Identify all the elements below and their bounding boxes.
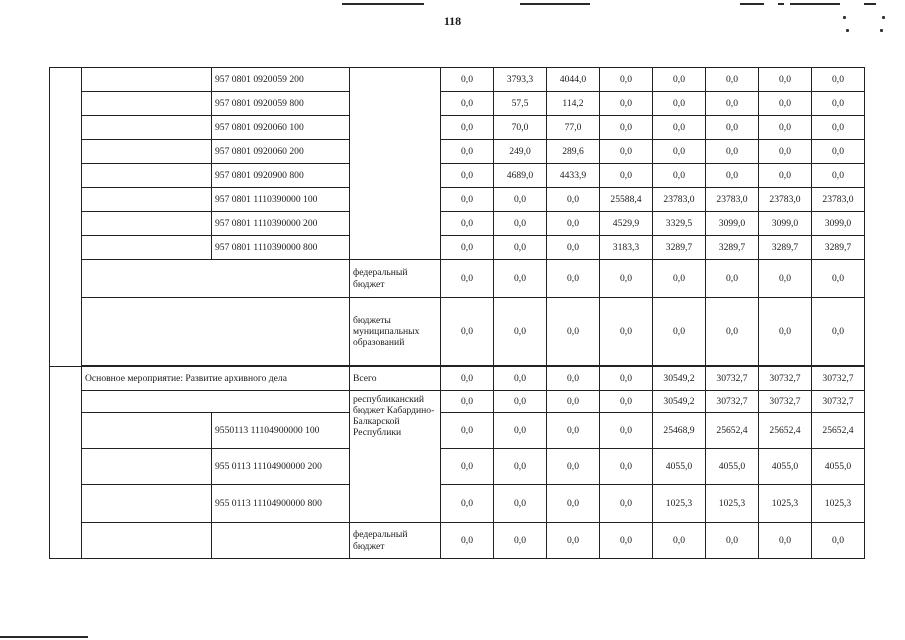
value-cell: 0,0 bbox=[600, 92, 653, 116]
value-cell: 4433,9 bbox=[547, 164, 600, 188]
scan-artifact-line bbox=[520, 3, 590, 5]
name-cell bbox=[82, 298, 350, 366]
value-cell: 3099,0 bbox=[706, 212, 759, 236]
funding-source-label: бюджеты муниципальных образований bbox=[350, 298, 441, 366]
name-cell bbox=[82, 449, 212, 485]
value-cell: 70,0 bbox=[494, 116, 547, 140]
value-cell: 0,0 bbox=[706, 260, 759, 298]
value-cell: 114,2 bbox=[547, 92, 600, 116]
value-cell: 25652,4 bbox=[706, 413, 759, 449]
funding-source-label: республиканский бюджет Кабардино-Балкарской Республики bbox=[350, 391, 441, 523]
value-cell: 3183,3 bbox=[600, 236, 653, 260]
event-title: Основное мероприятие: Развитие архивного дела bbox=[82, 367, 350, 391]
value-cell: 0,0 bbox=[812, 260, 865, 298]
table-row bbox=[50, 92, 865, 116]
value-cell: 0,0 bbox=[706, 298, 759, 366]
value-cell: 0,0 bbox=[759, 298, 812, 366]
value-cell: 0,0 bbox=[441, 92, 494, 116]
value-cell: 4055,0 bbox=[706, 449, 759, 485]
value-cell: 0,0 bbox=[547, 236, 600, 260]
table-row bbox=[50, 164, 865, 188]
funding-source-label: федеральный бюджет bbox=[350, 260, 441, 298]
name-cell bbox=[82, 212, 212, 236]
value-cell: 0,0 bbox=[706, 140, 759, 164]
kbk-code: 957 0801 1110390000 100 bbox=[212, 188, 350, 212]
value-cell: 4055,0 bbox=[653, 449, 706, 485]
table-row bbox=[50, 367, 865, 391]
name-cell bbox=[82, 164, 212, 188]
value-cell: 30549,2 bbox=[653, 391, 706, 413]
kbk-code: 955 0113 11104900000 800 bbox=[212, 485, 350, 523]
value-cell: 0,0 bbox=[441, 68, 494, 92]
value-cell: 0,0 bbox=[441, 236, 494, 260]
value-cell: 0,0 bbox=[441, 413, 494, 449]
value-cell: 3099,0 bbox=[812, 212, 865, 236]
value-cell: 30732,7 bbox=[759, 391, 812, 413]
value-cell: 0,0 bbox=[494, 523, 547, 559]
value-cell: 0,0 bbox=[706, 92, 759, 116]
scan-artifact-line bbox=[342, 3, 424, 5]
value-cell: 1025,3 bbox=[759, 485, 812, 523]
value-cell: 289,6 bbox=[547, 140, 600, 164]
value-cell: 4055,0 bbox=[812, 449, 865, 485]
funding-source-label: федеральный бюджет bbox=[350, 523, 441, 559]
scan-artifact-line bbox=[0, 636, 88, 638]
value-cell: 25468,9 bbox=[653, 413, 706, 449]
value-cell: 0,0 bbox=[600, 116, 653, 140]
value-cell: 4529,9 bbox=[600, 212, 653, 236]
table-row bbox=[50, 485, 865, 523]
value-cell: 0,0 bbox=[494, 413, 547, 449]
value-cell: 30732,7 bbox=[812, 391, 865, 413]
value-cell: 0,0 bbox=[653, 140, 706, 164]
value-cell: 25588,4 bbox=[600, 188, 653, 212]
kbk-code: 9550113 11104900000 100 bbox=[212, 413, 350, 449]
value-cell: 4044,0 bbox=[547, 68, 600, 92]
value-cell: 30549,2 bbox=[653, 367, 706, 391]
value-cell: 4689,0 bbox=[494, 164, 547, 188]
value-cell: 0,0 bbox=[547, 485, 600, 523]
value-cell: 0,0 bbox=[759, 92, 812, 116]
value-cell: 0,0 bbox=[812, 116, 865, 140]
value-cell: 3289,7 bbox=[812, 236, 865, 260]
table-row bbox=[50, 116, 865, 140]
value-cell: 1025,3 bbox=[706, 485, 759, 523]
value-cell: 0,0 bbox=[547, 212, 600, 236]
value-cell: 0,0 bbox=[547, 188, 600, 212]
value-cell: 23783,0 bbox=[812, 188, 865, 212]
value-cell: 3289,7 bbox=[706, 236, 759, 260]
value-cell: 0,0 bbox=[600, 523, 653, 559]
value-cell: 0,0 bbox=[812, 523, 865, 559]
value-cell: 0,0 bbox=[441, 523, 494, 559]
margin-cell bbox=[50, 367, 82, 559]
value-cell: 0,0 bbox=[812, 92, 865, 116]
value-cell: 1025,3 bbox=[653, 485, 706, 523]
scan-artifact-line bbox=[778, 3, 784, 5]
value-cell: 0,0 bbox=[441, 140, 494, 164]
value-cell: 0,0 bbox=[653, 116, 706, 140]
kbk-code: 957 0801 0920060 100 bbox=[212, 116, 350, 140]
table-row bbox=[50, 260, 865, 298]
value-cell: 57,5 bbox=[494, 92, 547, 116]
value-cell: 0,0 bbox=[494, 236, 547, 260]
value-cell: 0,0 bbox=[812, 68, 865, 92]
value-cell: 30732,7 bbox=[706, 367, 759, 391]
name-cell bbox=[82, 523, 212, 559]
value-cell: 0,0 bbox=[653, 68, 706, 92]
value-cell: 0,0 bbox=[547, 449, 600, 485]
value-cell: 0,0 bbox=[653, 92, 706, 116]
table-row bbox=[50, 68, 865, 92]
value-cell: 0,0 bbox=[441, 212, 494, 236]
value-cell: 0,0 bbox=[600, 391, 653, 413]
value-cell: 23783,0 bbox=[759, 188, 812, 212]
value-cell: 30732,7 bbox=[706, 391, 759, 413]
table-row bbox=[50, 298, 865, 366]
value-cell: 0,0 bbox=[494, 260, 547, 298]
table-row bbox=[50, 236, 865, 260]
value-cell: 3289,7 bbox=[759, 236, 812, 260]
value-cell: 0,0 bbox=[812, 298, 865, 366]
table-row bbox=[50, 140, 865, 164]
value-cell: 30732,7 bbox=[812, 367, 865, 391]
scan-artifact-dot bbox=[846, 29, 849, 32]
value-cell: 0,0 bbox=[600, 260, 653, 298]
source-cell bbox=[350, 68, 441, 260]
value-cell: 4055,0 bbox=[759, 449, 812, 485]
value-cell: 0,0 bbox=[441, 116, 494, 140]
value-cell: 25652,4 bbox=[812, 413, 865, 449]
table-row bbox=[50, 212, 865, 236]
scan-artifact-line bbox=[790, 3, 840, 5]
value-cell: 0,0 bbox=[653, 298, 706, 366]
kbk-code: 957 0801 0920059 200 bbox=[212, 68, 350, 92]
value-cell: 0,0 bbox=[600, 140, 653, 164]
value-cell: 23783,0 bbox=[706, 188, 759, 212]
kbk-code: 955 0113 11104900000 200 bbox=[212, 449, 350, 485]
name-cell bbox=[212, 523, 350, 559]
scan-artifact-line bbox=[740, 3, 764, 5]
budget-table bbox=[49, 67, 865, 559]
value-cell: 0,0 bbox=[653, 164, 706, 188]
value-cell: 0,0 bbox=[441, 367, 494, 391]
kbk-code: 957 0801 0920059 800 bbox=[212, 92, 350, 116]
value-cell: 0,0 bbox=[600, 298, 653, 366]
table-row bbox=[50, 449, 865, 485]
scan-artifact-line bbox=[864, 3, 876, 5]
value-cell: 0,0 bbox=[494, 298, 547, 366]
value-cell: 0,0 bbox=[653, 260, 706, 298]
value-cell: 0,0 bbox=[600, 485, 653, 523]
value-cell: 0,0 bbox=[600, 449, 653, 485]
value-cell: 0,0 bbox=[547, 391, 600, 413]
name-cell bbox=[82, 413, 212, 449]
margin-cell bbox=[50, 68, 82, 367]
value-cell: 25652,4 bbox=[759, 413, 812, 449]
value-cell: 3793,3 bbox=[494, 68, 547, 92]
value-cell: 77,0 bbox=[547, 116, 600, 140]
value-cell: 3329,5 bbox=[653, 212, 706, 236]
value-cell: 0,0 bbox=[494, 449, 547, 485]
name-cell bbox=[82, 485, 212, 523]
value-cell: 0,0 bbox=[441, 164, 494, 188]
value-cell: 1025,3 bbox=[812, 485, 865, 523]
value-cell: 0,0 bbox=[706, 116, 759, 140]
name-cell bbox=[82, 140, 212, 164]
value-cell: 0,0 bbox=[494, 485, 547, 523]
value-cell: 0,0 bbox=[759, 260, 812, 298]
value-cell: 0,0 bbox=[812, 140, 865, 164]
value-cell: 0,0 bbox=[441, 391, 494, 413]
page-number: 118 bbox=[443, 14, 462, 28]
value-cell: 0,0 bbox=[759, 140, 812, 164]
value-cell: 0,0 bbox=[547, 260, 600, 298]
value-cell: 3099,0 bbox=[759, 212, 812, 236]
name-cell bbox=[82, 260, 350, 298]
value-cell: 0,0 bbox=[441, 449, 494, 485]
value-cell: 30732,7 bbox=[759, 367, 812, 391]
value-cell: 0,0 bbox=[706, 523, 759, 559]
value-cell: 0,0 bbox=[547, 367, 600, 391]
value-cell: 0,0 bbox=[600, 367, 653, 391]
value-cell: 0,0 bbox=[653, 523, 706, 559]
value-cell: 0,0 bbox=[547, 413, 600, 449]
value-cell: 0,0 bbox=[494, 391, 547, 413]
value-cell: 0,0 bbox=[547, 523, 600, 559]
kbk-code: 957 0801 1110390000 200 bbox=[212, 212, 350, 236]
value-cell: 23783,0 bbox=[653, 188, 706, 212]
table-row bbox=[50, 391, 865, 413]
value-cell: 0,0 bbox=[600, 413, 653, 449]
value-cell: 0,0 bbox=[600, 164, 653, 188]
value-cell: 0,0 bbox=[706, 68, 759, 92]
value-cell: 0,0 bbox=[494, 367, 547, 391]
name-cell bbox=[82, 116, 212, 140]
value-cell: 0,0 bbox=[441, 260, 494, 298]
value-cell: 0,0 bbox=[600, 68, 653, 92]
value-cell: 0,0 bbox=[441, 298, 494, 366]
kbk-code: 957 0801 0920060 200 bbox=[212, 140, 350, 164]
table-row bbox=[50, 188, 865, 212]
scan-artifact-dot bbox=[880, 29, 883, 32]
kbk-code: 957 0801 1110390000 800 bbox=[212, 236, 350, 260]
name-cell bbox=[82, 236, 212, 260]
value-cell: 0,0 bbox=[759, 164, 812, 188]
table-row bbox=[50, 413, 865, 449]
name-cell bbox=[82, 68, 212, 92]
table-row bbox=[50, 523, 865, 559]
value-cell: 0,0 bbox=[494, 188, 547, 212]
value-cell: 249,0 bbox=[494, 140, 547, 164]
kbk-code: 957 0801 0920900 800 bbox=[212, 164, 350, 188]
name-cell bbox=[82, 188, 212, 212]
value-cell: 0,0 bbox=[494, 212, 547, 236]
value-cell: 0,0 bbox=[441, 485, 494, 523]
value-cell: 0,0 bbox=[812, 164, 865, 188]
value-cell: 0,0 bbox=[706, 164, 759, 188]
funding-source-label: Всего bbox=[350, 367, 441, 391]
value-cell: 0,0 bbox=[441, 188, 494, 212]
value-cell: 0,0 bbox=[759, 116, 812, 140]
name-cell bbox=[82, 391, 350, 413]
value-cell: 0,0 bbox=[547, 298, 600, 366]
value-cell: 0,0 bbox=[759, 523, 812, 559]
value-cell: 0,0 bbox=[759, 68, 812, 92]
name-cell bbox=[82, 92, 212, 116]
value-cell: 3289,7 bbox=[653, 236, 706, 260]
